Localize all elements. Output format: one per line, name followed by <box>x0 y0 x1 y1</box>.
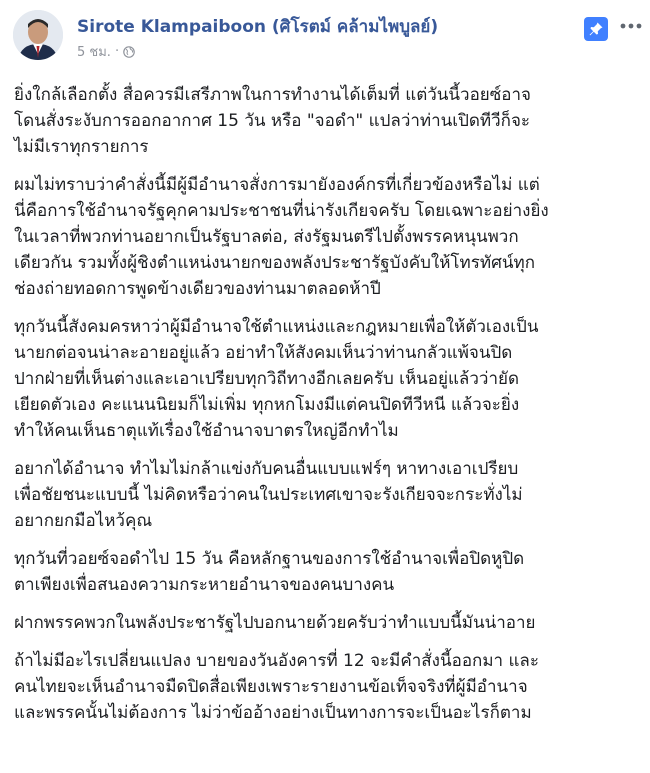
post-text <box>14 82 638 738</box>
post-text-line: อยากยกมือไหว้คุณ <box>14 511 153 531</box>
post-text-line: ตาเพียงเพื่อสนองความกระหายอำนาจของคนบางคน <box>14 575 395 595</box>
more-options-icon <box>620 23 642 29</box>
post-text-line: ในเวลาที่พวกท่านอยากเป็นรัฐบาลต่อ, ส่งรัฐมนตรีไปตั้งพรรคหนุนพวก <box>14 227 519 247</box>
post-text-line: ทุกวันนี้สังคมครหาว่าผู้มีอำนาจใช้ตำแหน่งและกฎหมายเพื่อให้ตัวเองเป็น <box>14 317 539 337</box>
post-meta <box>77 41 135 62</box>
post-text-line: อยากได้อำนาจ ทำไมไม่กล้าแข่งกับคนอื่นแบบแฟร์ๆ หาทางเอาเปรียบ <box>14 459 519 479</box>
author-name[interactable]: Sirote Klampaiboon (ศิโรตม์ คล้ามไพบูลย์) <box>77 17 439 37</box>
post-text-line: ไม่มีเราทุกรายการ <box>14 137 149 157</box>
post-text-line: เดียวกัน รวมทั้งผู้ชิงตำแหน่งนายกของพลังประชารัฐบังคับให้โทรทัศน์ทุก <box>14 253 536 273</box>
post-text-line: เยียดตัวเอง คะแนนนิยมก็ไม่เพิ่ม ทุกหกโมงมีแต่คนปิดทีวีหนี แล้วจะยิ่ง <box>14 395 520 415</box>
post-paragraph <box>14 82 638 160</box>
post-text-line: ช่องถ่ายทอดการพูดข้างเดียวของท่านมาตลอดห้าปี <box>14 279 381 299</box>
post-text-line: ถ้าไม่มีอะไรเปลี่ยนแปลง บายของวันอังคารที่ 12 จะมีคำสั่งนี้ออกมา และ <box>14 651 539 671</box>
profile-photo <box>13 10 63 60</box>
post-text-line: และพรรคนั้นไม่ต้องการ ไม่ว่าข้ออ้างอย่างเป็นทางการจะเป็นอะไรก็ตาม <box>14 703 532 723</box>
post-paragraph <box>14 314 638 444</box>
post-paragraph <box>14 648 638 726</box>
post-text-line: ทำให้คนเห็นธาตุแท้เรื่องใช้อำนาจบาตรใหญ่อีกทำไม <box>14 421 399 441</box>
post-text-line: คนไทยจะเห็นอำนาจมืดปิดสื่อเพียงเพราะรายงานข้อเท็จจริงที่ผู้มีอำนาจ <box>14 677 528 697</box>
post-text-line: นายกต่อจนน่าละอายอยู่แล้ว อย่าทำให้สังคมเห็นว่าท่านกลัวแพ้จนปิด <box>14 343 513 363</box>
post-paragraph <box>14 546 638 598</box>
pin-icon <box>588 21 604 37</box>
post-text-line: โดนสั่งระงับการออกอากาศ 15 วัน หรือ "จอดำ" แปลว่าท่านเปิดทีวีก็จะ <box>14 111 531 131</box>
post-text-line: นี่คือการใช้อำนาจรัฐคุกคามประชาชนที่น่ารังเกียจครับ โดยเฉพาะอย่างยิ่ง <box>14 201 549 221</box>
post-text-line: ฝากพรรคพวกในพลังประชารัฐไปบอกนายด้วยครับว่าทำแบบนี้มันน่าอาย <box>14 613 536 633</box>
avatar[interactable] <box>13 10 63 60</box>
more-options-button[interactable] <box>618 14 644 38</box>
post-text-line: ทุกวันที่วอยซ์จอดำไป 15 วัน คือหลักฐานของการใช้อำนาจเพื่อปิดหูปิด <box>14 549 525 569</box>
post-paragraph <box>14 172 638 302</box>
meta-separator: · <box>114 44 120 59</box>
post-text-line: ยิ่งใกล้เลือกตั้ง สื่อควรมีเสรีภาพในการทำงานได้เต็มที่ แต่วันนี้วอยซ์อาจ <box>14 85 531 105</box>
pin-button[interactable] <box>584 17 608 41</box>
post-header <box>0 0 650 70</box>
post-paragraph <box>14 610 638 636</box>
post-text-line: ผมไม่ทราบว่าคำสั่งนี้มีผู้มีอำนาจสั่งการมายังองค์กรที่เกี่ยวข้องหรือไม่ แต่ <box>14 175 540 195</box>
globe-icon <box>123 46 135 58</box>
post-paragraph <box>14 456 638 534</box>
post-timestamp[interactable]: 5 ชม. <box>77 45 111 60</box>
post-text-line: เพื่อชัยชนะแบบนี้ ไม่คิดหรือว่าคนในประเทศเขาจะรังเกียจจะกระทั่งไม่ <box>14 485 523 505</box>
post-text-line: ปากฝ่ายที่เห็นต่างและเอาเปรียบทุกวิถีทางอีกเลยครับ เห็นอยู่แล้วว่ายัด <box>14 369 519 389</box>
